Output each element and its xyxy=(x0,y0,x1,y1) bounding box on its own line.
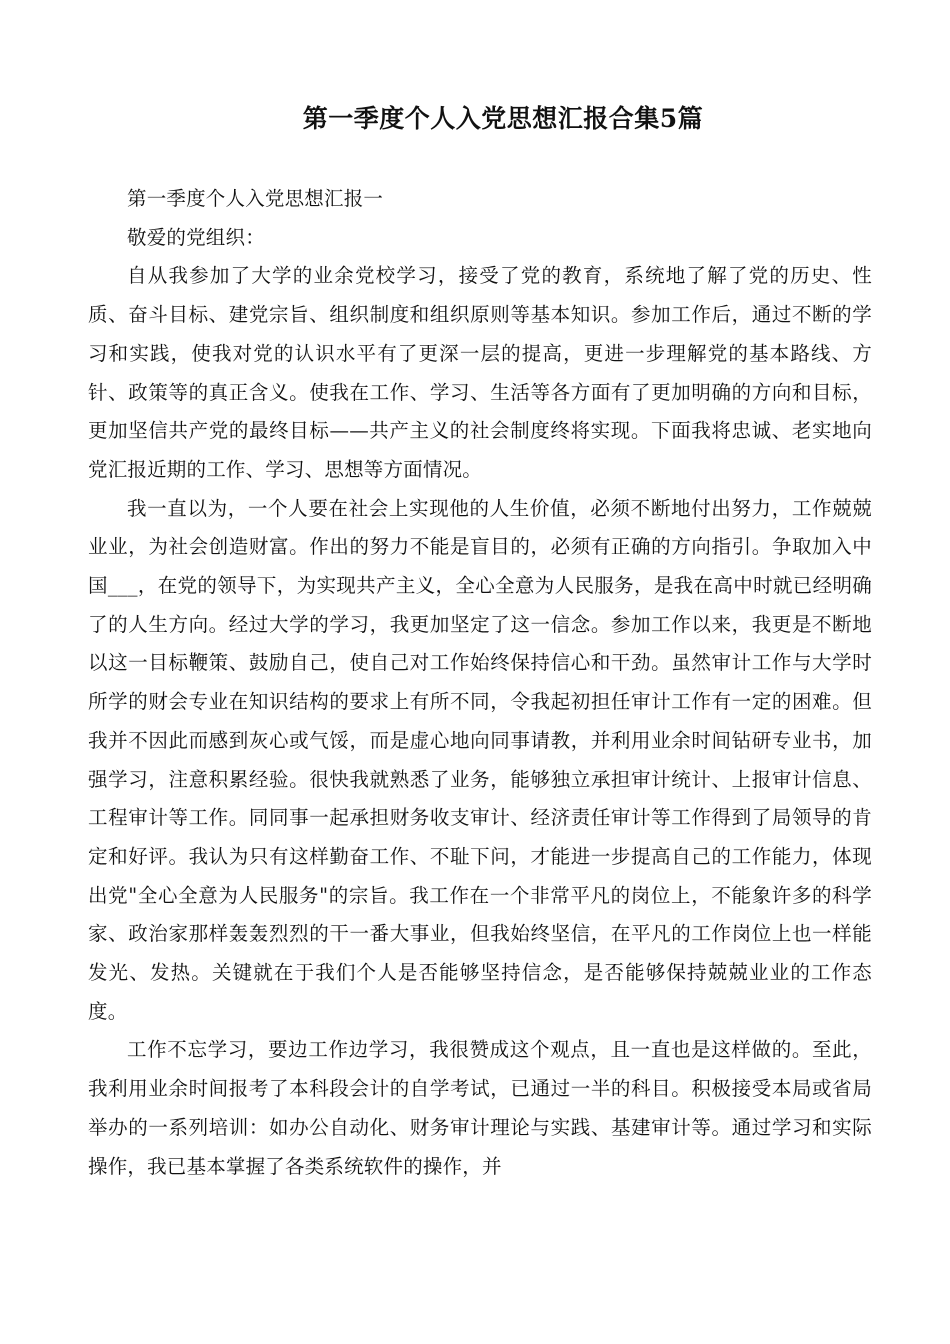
document-title: 第一季度个人入党思想汇报合集5篇 xyxy=(302,104,704,133)
salutation: 敬爱的党组织： xyxy=(127,225,265,249)
body-paragraph: 自从我参加了大学的业余党校学习，接受了党的教育，系统地了解了党的历史、性质、奋斗目标、建党宗旨、组织制度和组织原则等基本知识。参加工作后，通过不断的学习和实践，使我对党的认识水平有了更深一层的提高，更进一步理解党的基本路线、方针、政策等的真正含义。使我在工作、学习、生活等各方面有了更加明确的方向和目标，更加坚信共产党的最终目标——共产主义的社会制度终将实现。下面我将忠诚、老实地向党汇报近期的工作、学习、思想等方面情况。 xyxy=(88,264,872,481)
body-paragraph: 我一直以为，一个人要在社会上实现他的人生价值，必须不断地付出努力，工作兢兢业业，为社会创造财富。作出的努力不能是盲目的，必须有正确的方向指引。争取加入中国___，在党的领导下，为实现共产主义，全心全意为人民服务，是我在高中时就已经明确了的人生方向。经过大学的学习，我更加坚定了这一信念。参加工作以来，我更是不断地以这一目标鞭策、鼓励自己，使自己对工作始终保持信心和干劲。虽然审计工作与大学时所学的财会专业在知识结构的要求上有所不同，令我起初担任审计工作有一定的困难。但我并不因此而感到灰心或气馁，而是虚心地向同事请教，并利用业余时间钻研专业书，加强学习，注意积累经验。很快我就熟悉了业务，能够独立承担审计统计、上报审计信息、工程审计等工作。同同事一起承担财务收支审计、经济责任审计等工作得到了局领导的肯定和好评。我认为只有这样勤奋工作、不耻下问，才能进一步提高自己的工作能力，体现出党"全心全意为人民服务"的宗旨。我工作在一个非常平凡的岗位上，不能象许多的科学家、政治家那样轰轰烈烈的干一番大事业，但我始终坚信，在平凡的工作岗位上也一样能发光、发热。关键就在于我们个人是否能够坚持信念，是否能够保持兢兢业业的工作态度。 xyxy=(88,496,872,1023)
body-paragraph: 工作不忘学习，要边工作边学习，我很赞成这个观点，且一直也是这样做的。至此，我利用业余时间报考了本科段会计的自学考试，已通过一半的科目。积极接受本局或省局举办的一系列培训：如办公自动化、财务审计理论与实践、基建审计等。通过学习和实际操作，我已基本掌握了各类系统软件的操作，并 xyxy=(88,1038,872,1178)
document-body xyxy=(88,180,872,1186)
section-heading: 第一季度个人入党思想汇报一 xyxy=(127,187,384,210)
